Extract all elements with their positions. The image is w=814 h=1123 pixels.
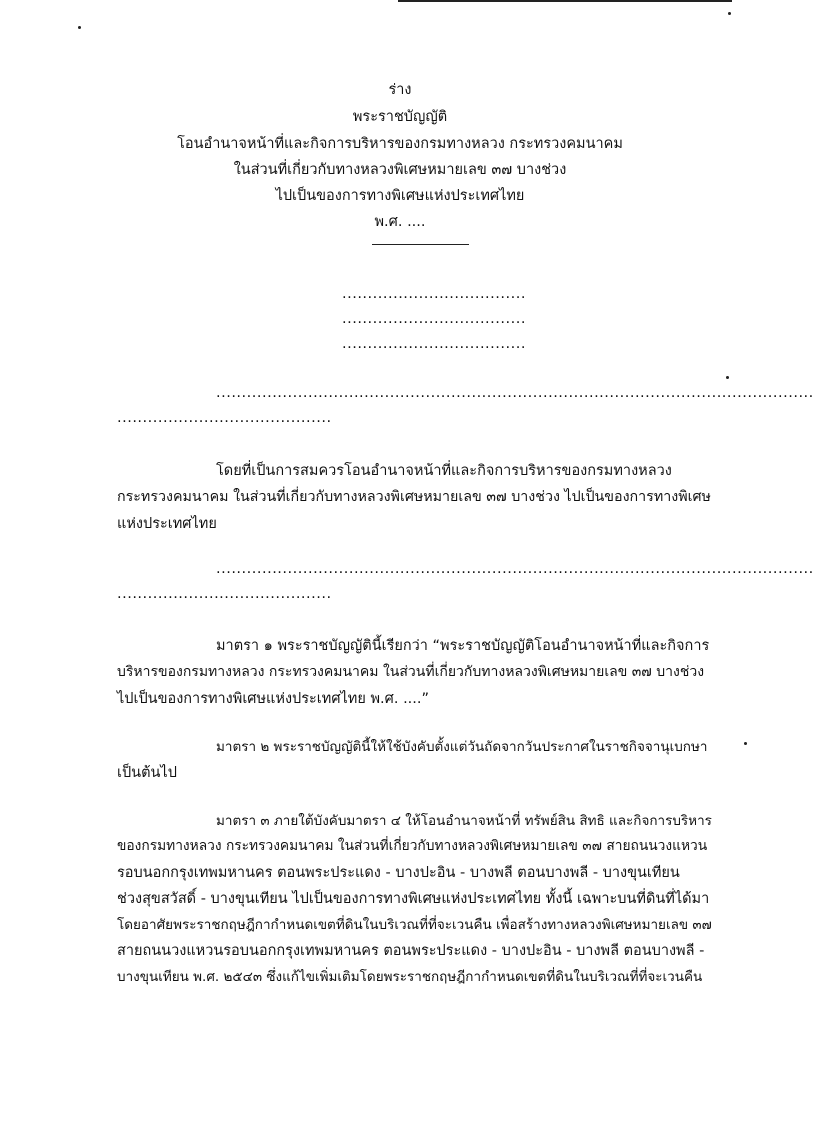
section-1-line-2: บริหารของกรมทางหลวง กระทรวงคมนาคม ในส่วนที่เกี่ยวกับทางหลวงพิเศษหมายเลข ๓๗ บางช่วง	[117, 664, 705, 680]
section-3-line-5: โดยอาศัยพระราชกฤษฎีกากำหนดเขตที่ดินในบริเวณที่ที่จะเวนคืน เพื่อสร้างทางหลวงพิเศษหมายเลข ๓๗	[117, 917, 712, 933]
placeholder-dots-short-2: ..........................................	[117, 586, 332, 602]
section-2-line-1: มาตรา ๒ พระราชบัญญัตินี้ให้ใช้บังคับตั้งแต่วันถัดจากวันประกาศในราชกิจจานุเบกษา	[216, 739, 708, 755]
signature-dots-3: ....................................	[342, 336, 526, 352]
act-title-line-1: โอนอำนาจหน้าที่และกิจการบริหารของกรมทางหลวง กระทรวงคมนาคม	[177, 136, 623, 152]
section-3-line-2: ของกรมทางหลวง กระทรวงคมนาคม ในส่วนที่เกี่ยวกับทางหลวงพิเศษหมายเลข ๓๗ สายถนนวงแหวน	[117, 838, 708, 854]
section-2-line-2: เป็นต้นไป	[117, 765, 177, 781]
draft-label: ร่าง	[388, 82, 412, 98]
section-1-line-1: มาตรา ๑ พระราชบัญญัตินี้เรียกว่า “พระราชบัญญัติโอนอำนาจหน้าที่และกิจการ	[216, 638, 710, 654]
act-year: พ.ศ. ....	[374, 214, 426, 230]
section-3-line-4: ช่วงสุขสวัสดิ์ - บางขุนเทียน ไปเป็นของการทางพิเศษแห่งประเทศไทย ทั้งนี้ เฉพาะบนที่ดินที่ได้มา	[117, 891, 710, 907]
act-type-heading: พระราชบัญญัติ	[352, 109, 448, 125]
scan-top-edge-line	[398, 0, 732, 2]
title-underline	[372, 244, 469, 245]
section-3-line-6: สายถนนวงแหวนรอบนอกกรุงเทพมหานคร ตอนพระประแดง - บางปะอิน - บางพลี ตอนบางพลี -	[117, 943, 705, 959]
scan-speck	[726, 376, 729, 379]
scan-speck	[744, 742, 747, 745]
signature-dots-2: ....................................	[342, 311, 526, 327]
section-1-line-3: ไปเป็นของการทางพิเศษแห่งประเทศไทย พ.ศ. ....”	[117, 691, 430, 707]
placeholder-dots-short-1: ..........................................	[117, 410, 332, 426]
preamble-line-2: กระทรวงคมนาคม ในส่วนที่เกี่ยวกับทางหลวงพิเศษหมายเลข ๓๗ บางช่วง ไปเป็นของการทางพิเศษ	[117, 489, 711, 505]
preamble-line-3: แห่งประเทศไทย	[117, 516, 217, 532]
scan-speck	[728, 12, 731, 15]
signature-dots-1: ....................................	[342, 286, 526, 302]
act-title-line-2: ในส่วนที่เกี่ยวกับทางหลวงพิเศษหมายเลข ๓๗ บางช่วง	[233, 162, 567, 178]
section-3-line-3: รอบนอกกรุงเทพมหานคร ตอนพระประแดง - บางปะอิน - บางพลี ตอนบางพลี - บางขุนเทียน	[117, 865, 680, 881]
section-3-line-1: มาตรา ๓ ภายใต้บังคับมาตรา ๔ ให้โอนอำนาจหน้าที่ ทรัพย์สิน สิทธิ และกิจการบริหาร	[216, 813, 712, 829]
placeholder-dots-long-1: .....................................................................................................................	[216, 385, 814, 401]
placeholder-dots-long-2: .....................................................................................................................	[216, 561, 814, 577]
section-3-line-7: บางขุนเทียน พ.ศ. ๒๕๔๓ ซึ่งแก้ไขเพิ่มเติมโดยพระราชกฤษฎีกากำหนดเขตที่ดินในบริเวณที่ที่จะเวนคืน	[117, 969, 703, 985]
preamble-line-1: โดยที่เป็นการสมควรโอนอำนาจหน้าที่และกิจการบริหารของกรมทางหลวง	[216, 463, 672, 479]
scan-speck	[78, 26, 81, 29]
act-title-line-3: ไปเป็นของการทางพิเศษแห่งประเทศไทย	[275, 188, 525, 204]
